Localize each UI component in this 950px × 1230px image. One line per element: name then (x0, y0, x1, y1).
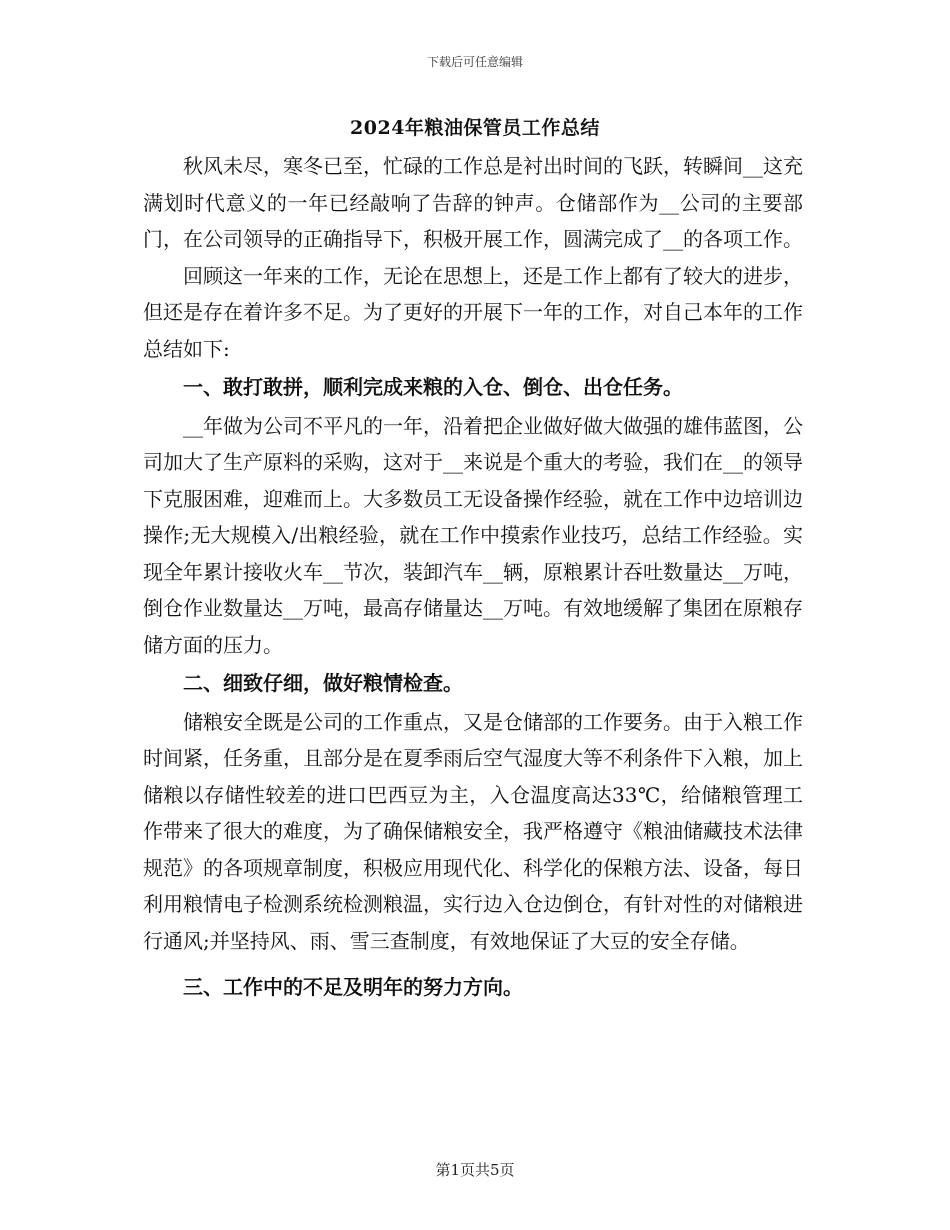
page-header-note: 下载后可任意编辑 (426, 55, 523, 69)
page-number: 第1页共5页 (435, 1161, 515, 1179)
paragraph-review: 回顾这一年来的工作，无论在思想上，还是工作上都有了较大的进步，但还是存在着许多不足。为了更好的开展下一年的工作，对自己本年的工作总结如下: (143, 263, 803, 361)
paragraph-section-2: 储粮安全既是公司的工作重点，又是仓储部的工作要务。由于入粮工作时间紧，任务重，且部分是在夏季雨后空气湿度大等不利条件下入粮，加上储粮以存储性较差的进口巴西豆为主，入仓温度高达33℃，给储粮管理工作带来了很大的难度，为了确保储粮安全，我严格遵守《粮油储藏技术法律规范》的各项规章制度，积极应用现代化、科学化的保粮方法、设备，每日利用粮情电子检测系统检测粮温，实行边入仓边倒仓，有针对性的对储粮进行通风;并坚持风、雨、雪三查制度，有效地保证了大豆的安全存储。 (143, 709, 803, 953)
section-heading-2: 二、细致仔细，做好粮情检查。 (183, 671, 463, 695)
document-title: 2024年粮油保管员工作总结 (350, 117, 600, 139)
section-heading-1: 一、敢打敢拼，顺利完成来粮的入仓、倒仓、出仓任务。 (183, 375, 683, 399)
paragraph-section-1: __年做为公司不平凡的一年，沿着把企业做好做大做强的雄伟蓝图，公司加大了生产原料的采购，这对于__来说是个重大的考验，我们在__的领导下克服困难，迎难而上。大多数员工无设备操作经验，就在工作中边培训边操作;无大规模入/出粮经验，就在工作中摸索作业技巧，总结工作经验。实现全年累计接收火车__节次，装卸汽车__辆，原粮累计吞吐数量达__万吨，倒仓作业数量达__万吨，最高存储量达__万吨。有效地缓解了集团在原粮存储方面的压力。 (143, 413, 803, 657)
section-heading-3: 三、工作中的不足及明年的努力方向。 (183, 975, 523, 999)
document-body (143, 148, 803, 1008)
paragraph-intro: 秋风未尽，寒冬已至，忙碌的工作总是衬出时间的飞跃，转瞬间__这充满划时代意义的一年已经敲响了告辞的钟声。仓储部作为__公司的主要部门，在公司领导的正确指导下，积极开展工作，圆满完成了__的各项工作。 (143, 154, 803, 251)
